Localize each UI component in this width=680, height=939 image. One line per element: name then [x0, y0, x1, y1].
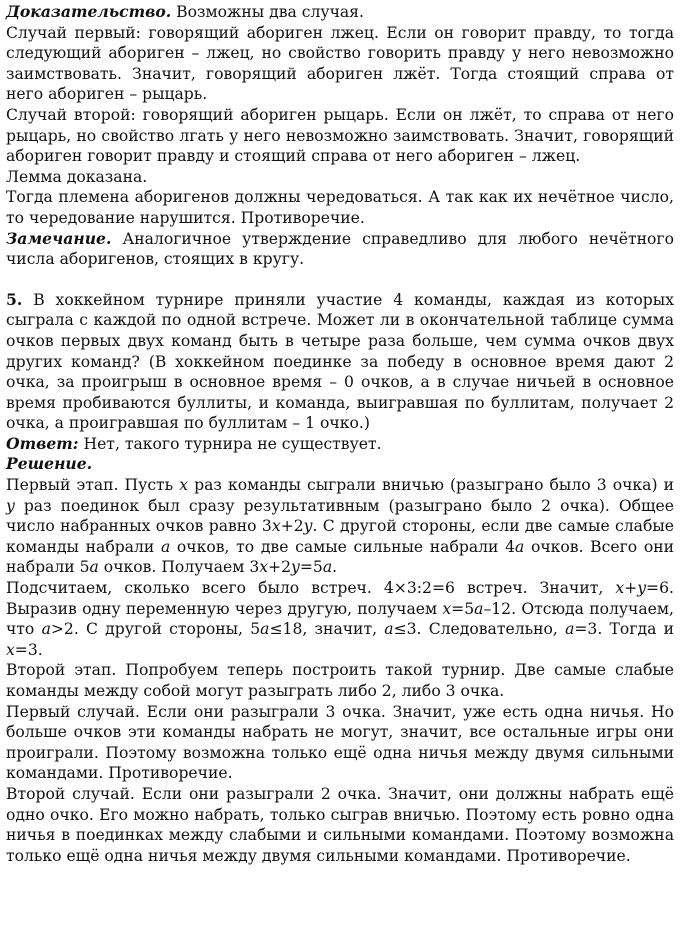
remark-label: Замечание. — [6, 228, 112, 248]
problem-5-statement — [6, 290, 674, 434]
stage1-text: +2 — [268, 558, 292, 577]
stage1-text: +2 — [280, 517, 304, 536]
count-text: =3. Тогда и — [574, 620, 675, 639]
count-text: =6. Выразив одну переменную через другую, получаем — [6, 579, 674, 618]
stage1-text: очков. Всего они набрали 5 — [6, 537, 674, 577]
count-text: –12. Отсюда получаем, что — [6, 599, 674, 639]
problem-number: 5. — [6, 289, 23, 309]
proof-case-2: Случай второй: говорящий абориген рыцарь. Если он лжёт, то справа от него рыцарь, но свойство лгать у него невозможно заимствовать. Значит, говорящий абориген говорит правду и стоящий справа от него абориген – лжец. — [6, 105, 674, 166]
stage1-text: очков. Получаем 3 — [98, 558, 260, 577]
var-x: x — [6, 640, 15, 659]
stage1-text: . С другой стороны, если две самые слабые команды набрали — [6, 517, 674, 556]
answer-label: Ответ: — [6, 433, 79, 453]
count-text: Подсчитаем, сколько всего было встреч. 4×3:2=6 встреч. Значит, — [6, 579, 616, 598]
problem-text: В хоккейном турнире приняли участие 4 команды, каждая из которых сыграла с каждой по одной встрече. Может ли в окончательной таблице сумма очков первых двух команд быть в четыре раза больше, чем сумма очков двух других команд? (В хоккейном поединке за победу в основное время дают 2 очка, за проигрыш в основное время – 0 очков, а в случае ничьей в основное время пробиваются буллиты, и команда, выигравшая по буллитам, получает 2 очка, а проигравшая по буллитам – 1 очко.) — [6, 290, 674, 433]
stage1-text: . — [332, 558, 338, 577]
solution-heading: Решение. — [6, 454, 93, 474]
answer-paragraph — [6, 434, 674, 455]
var-x: x — [442, 599, 452, 618]
answer-text: Нет, такого турнира не существует. — [83, 434, 382, 453]
proof-heading — [6, 2, 674, 23]
solution-stage-2: Второй этап. Попробуем теперь построить такой турнир. Две самые слабые команды между собой могут разыграть либо 2, либо 3 очка. — [6, 661, 674, 700]
count-text: =5 — [451, 599, 475, 618]
var-a: a — [160, 537, 171, 556]
remark-text: Аналогичное утверждение справедливо для любого нечётного числа аборигенов, стоящих в кругу. — [6, 229, 674, 269]
section-gap — [6, 270, 674, 290]
var-a: a — [515, 537, 525, 556]
var-a: a — [474, 599, 484, 618]
proof-intro: Возможны два случая. — [176, 3, 364, 21]
var-x: x — [179, 476, 189, 495]
var-y: y — [303, 517, 313, 536]
count-text: + — [624, 579, 638, 598]
var-y: y — [291, 558, 300, 577]
remark-paragraph — [6, 229, 674, 270]
var-a: a — [322, 558, 333, 577]
solution-count — [6, 578, 674, 660]
solution-case-1: Первый случай. Если они разыграли 3 очка. Значит, уже есть одна ничья. Но больше очков эти команды набрать не могут, значит, все остальные игры они проиграли. Поэтому возможна только ещё одна ничья между двумя сильными командами. Противоречие. — [6, 702, 674, 783]
var-y: y — [6, 496, 15, 515]
count-text: =3. — [14, 640, 43, 659]
count-text: >2. С другой стороны, 5 — [50, 620, 261, 639]
var-x: x — [615, 579, 625, 598]
proof-conclusion: Тогда племена аборигенов должны чередоваться. А так как их нечётное число, то чередование нарушится. Противоречие. — [6, 188, 674, 227]
solution-case-2: Второй случай. Если они разыграли 2 очка. Значит, они должны набрать ещё одно очко. Его можно набрать, только сыграв вничью. Поэтому есть ровно одна ничья в поединках между слабыми и сильными командами. Поэтому возможна только ещё одна ничья между двумя сильными командами. Противоречие. — [6, 784, 674, 865]
var-a: a — [89, 558, 99, 577]
solution-stage-1 — [6, 475, 674, 578]
var-y: y — [637, 579, 647, 598]
var-a: a — [384, 620, 394, 639]
var-x: x — [271, 517, 281, 536]
count-text: ≤3. Следовательно, — [393, 620, 566, 639]
proof-case-1: Случай первый: говорящий абориген лжец. Если он говорит правду, то тогда следующий абориген – лжец, но свойство говорить правду у него невозможно заимствовать. Значит, говорящий абориген лжёт. Тогда стоящий справа от него абориген – рыцарь. — [6, 23, 674, 104]
proof-label: Доказательство. — [6, 2, 172, 21]
var-x: x — [259, 558, 269, 577]
stage1-text: =5 — [299, 558, 323, 577]
lemma-done: Лемма доказана. — [6, 167, 148, 186]
stage1-text: Первый этап. Пусть — [6, 476, 180, 495]
stage1-text: раз команды сыграли вничью (разыграно было 3 очка) и — [188, 476, 674, 495]
stage1-text: раз поединок был сразу результативным (разыграно было 2 очка). Общее число набранных очков равно 3 — [6, 496, 674, 536]
var-a: a — [260, 620, 270, 639]
var-a: a — [41, 620, 51, 639]
var-a: a — [565, 620, 575, 639]
solution-label — [6, 454, 674, 475]
count-text: ≤18, значит, — [269, 620, 385, 639]
stage1-text: очков, то две самые сильные набрали 4 — [170, 537, 515, 556]
